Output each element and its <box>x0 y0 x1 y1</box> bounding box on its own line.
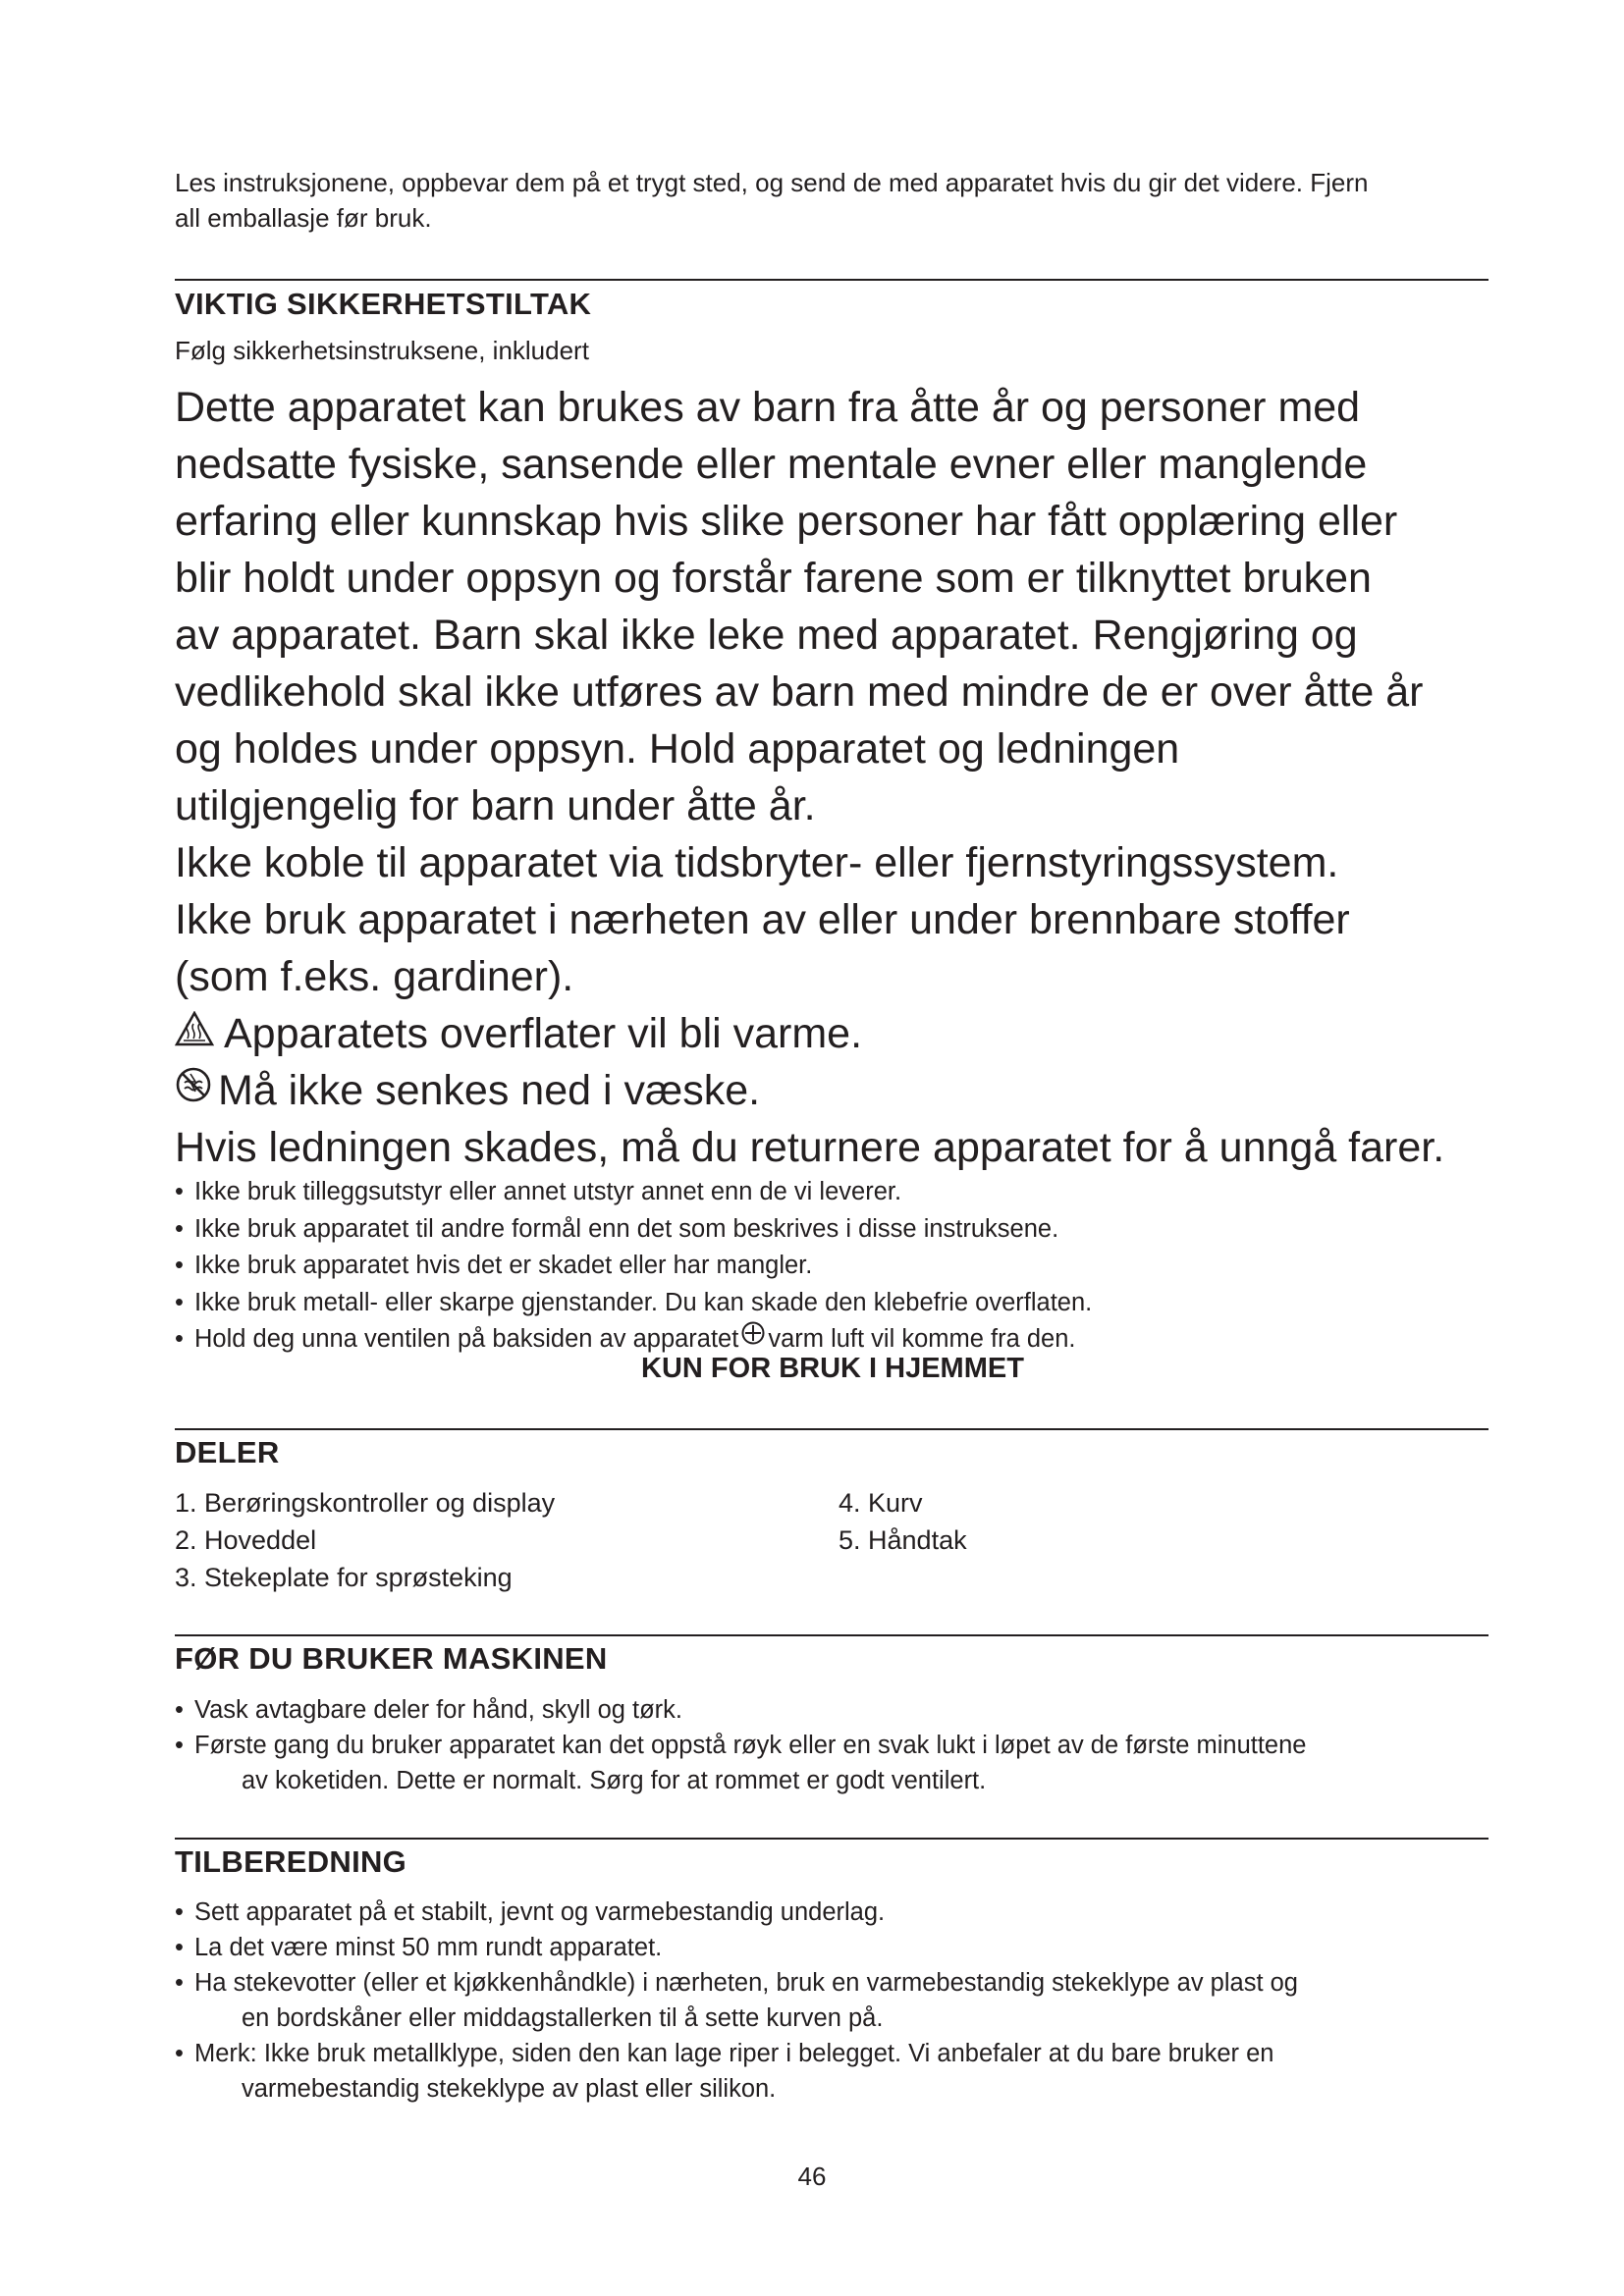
list-item: • Ikke bruk apparatet til andre formål enn det som beskrives i disse instruksene. <box>175 1214 1059 1243</box>
list-item: • Ikke bruk metall- eller skarpe gjenstander. Du kan skade den klebefrie overflaten. <box>175 1288 1093 1316</box>
do-not-immerse-icon <box>175 1061 212 1118</box>
safety-bullet-list <box>175 1174 1549 1359</box>
list-item: • Første gang du bruker apparatet kan det oppstå røyk eller en svak lukt i løpet av de første minuttene av koketiden. Dette er normalt. Sørg for at rommet er godt ventilert. <box>175 1732 1307 1794</box>
list-item: 5. Håndtak <box>839 1525 967 1555</box>
warning-line: Dette apparatet kan brukes av barn fra åtte år og personer med <box>175 384 1361 431</box>
parts-heading: DELER <box>175 1435 280 1469</box>
section-divider <box>175 279 1489 281</box>
intro-paragraph <box>175 165 1490 236</box>
parts-list-right <box>839 1484 967 1559</box>
warning-line: nedsatte fysiske, sansende eller mentale evner eller manglende <box>175 441 1368 488</box>
no-immerse-line <box>175 1062 1549 1119</box>
list-item: • Vask avtagbare deler for hånd, skyll og tørk. <box>175 1696 683 1724</box>
hot-surface-warning-icon <box>175 1004 214 1061</box>
warning-line: utilgjengelig for barn under åtte år. <box>175 782 816 829</box>
safety-warning-block <box>175 379 1549 1176</box>
section-divider <box>175 1838 1489 1840</box>
list-item: • Sett apparatet på et stabilt, jevnt og varmebestandig underlag. <box>175 1898 886 1926</box>
section-divider <box>175 1428 1489 1430</box>
no-immerse-text: Må ikke senkes ned i væske. <box>218 1067 761 1114</box>
warning-line: erfaring eller kunnskap hvis slike personer har fått opplæring eller <box>175 498 1398 545</box>
list-item: 3. Stekeplate for sprøsteking <box>175 1563 513 1592</box>
list-item: • Ha stekevotter (eller et kjøkkenhåndkle) i nærheten, bruk en varmebestandig stekeklype av plast og en bordskåner eller middagstallerken til å sette kurven på. <box>175 1969 1298 2032</box>
safety-subtitle: Følg sikkerhetsinstruksene, inkludert <box>175 336 589 365</box>
list-item: • Ikke bruk apparatet hvis det er skadet eller har mangler. <box>175 1252 813 1279</box>
warning-line: Ikke bruk apparatet i nærheten av eller under brennbare stoffer <box>175 896 1350 943</box>
warning-line: og holdes under oppsyn. Hold apparatet og ledningen <box>175 725 1180 773</box>
warning-line: Ikke koble til apparatet via tidsbryter- eller fjernstyringssystem. <box>175 839 1339 886</box>
section-divider <box>175 1634 1489 1636</box>
warning-line: (som f.eks. gardiner). <box>175 953 574 1000</box>
list-item: 1. Berøringskontroller og display <box>175 1488 556 1518</box>
list-item: • Merk: Ikke bruk metallklype, siden den kan lage riper i belegget. Vi anbefaler at du bare bruker en varmebestandig stekeklype av plast eller silikon. <box>175 2040 1274 2103</box>
preparation-bullet-list <box>175 1895 1549 2107</box>
list-item: • La det være minst 50 mm rundt apparatet. <box>175 1934 663 1961</box>
before-use-bullet-list <box>175 1692 1549 1798</box>
vent-icon <box>740 1320 766 1358</box>
hot-surface-line <box>175 1005 1549 1062</box>
warning-line: blir holdt under oppsyn og forstår farene som er tilknyttet bruken <box>175 555 1372 602</box>
intro-line: all emballasje før bruk. <box>175 203 432 233</box>
warning-line: vedlikehold skal ikke utføres av barn med mindre de er over åtte år <box>175 668 1424 716</box>
warning-line: av apparatet. Barn skal ikke leke med apparatet. Rengjøring og <box>175 612 1358 659</box>
page-number: 46 <box>797 2162 827 2191</box>
before-use-heading: FØR DU BRUKER MASKINEN <box>175 1641 608 1676</box>
hot-surface-text: Apparatets overflater vil bli varme. <box>224 1010 863 1057</box>
list-item: 2. Hoveddel <box>175 1525 317 1555</box>
home-use-only-notice: KUN FOR BRUK I HJEMMET <box>641 1353 1024 1384</box>
preparation-heading: TILBEREDNING <box>175 1844 407 1879</box>
list-item: • Hold deg unna ventilen på baksiden av apparatet varm luft vil komme fra den. <box>175 1321 1549 1359</box>
cord-damage-line: Hvis ledningen skades, må du returnere apparatet for å unngå farer. <box>175 1124 1445 1171</box>
list-item: • Ikke bruk tilleggsutstyr eller annet utstyr annet enn de vi leverer. <box>175 1178 902 1205</box>
parts-list-left <box>175 1484 555 1596</box>
list-item: 4. Kurv <box>839 1488 923 1518</box>
intro-line: Les instruksjonene, oppbevar dem på et trygt sted, og send de med apparatet hvis du gir det videre. Fjern <box>175 168 1369 197</box>
safety-heading: VIKTIG SIKKERHETSTILTAK <box>175 287 592 321</box>
